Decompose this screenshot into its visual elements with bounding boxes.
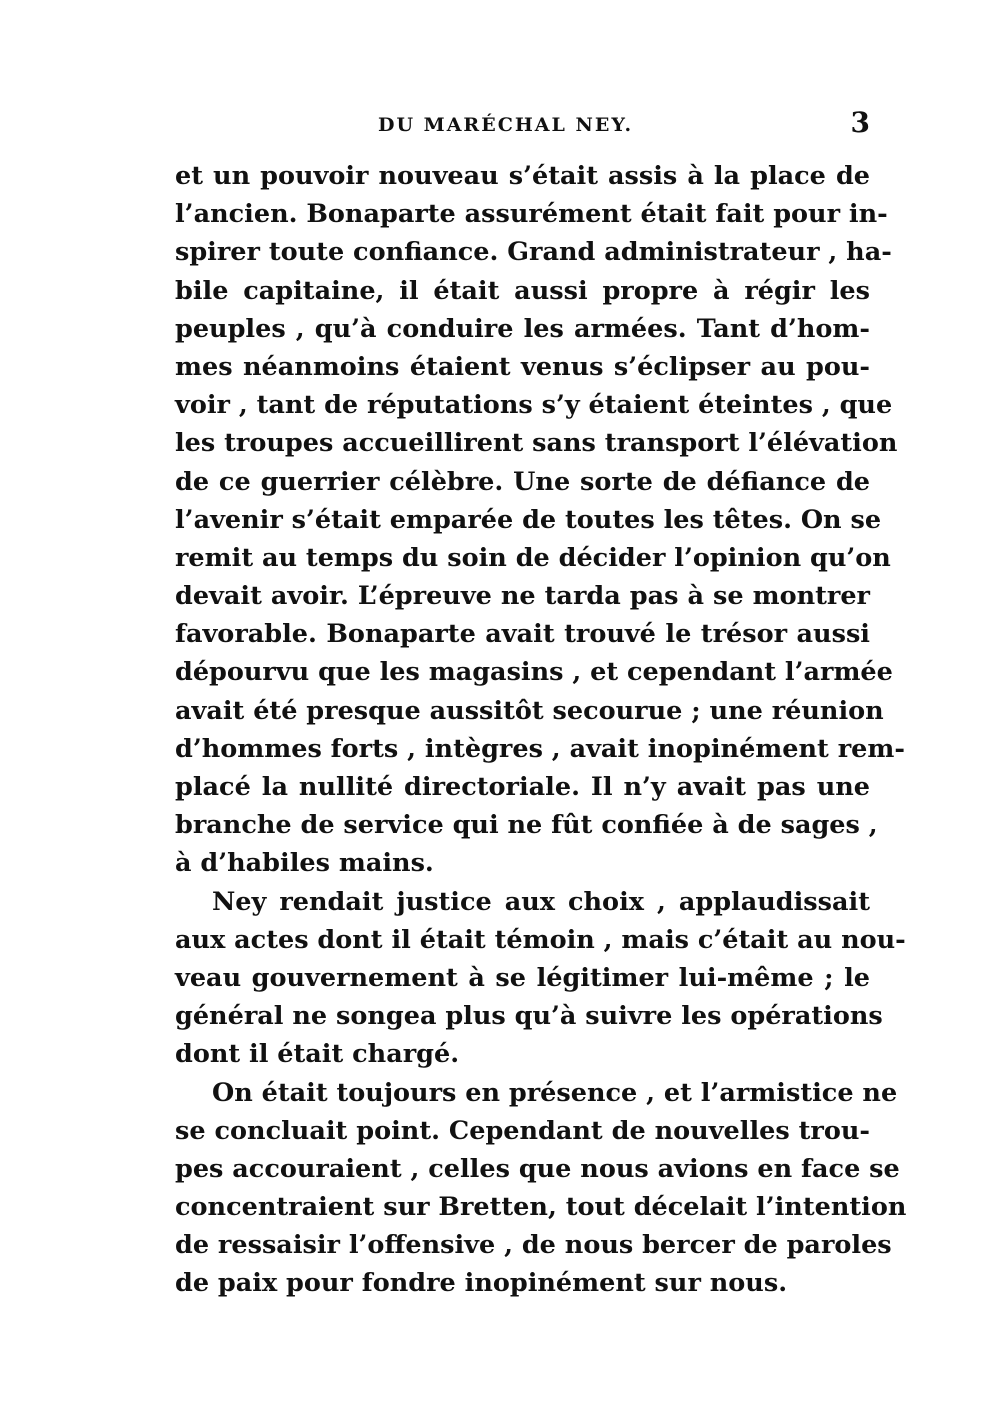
text-line: de paix pour fondre inopinément sur nous. xyxy=(175,1268,788,1299)
text-line: placé la nullité directoriale. Il n’y avait pas une xyxy=(175,772,870,802)
paragraph xyxy=(175,157,905,883)
text-line: mes néanmoins étaient venus s’éclipser au pou- xyxy=(175,351,870,382)
text-line: bile capitaine, il était aussi propre à régir les xyxy=(175,275,870,306)
page-header xyxy=(175,106,870,140)
text-line: l’ancien. Bonaparte assurément était fait pour in- xyxy=(175,199,888,230)
text-line: de ressaisir l’offensive , de nous bercer de paroles xyxy=(175,1230,892,1261)
text-line: aux actes dont il était témoin , mais c’était au nou- xyxy=(175,924,906,955)
text-line: remit au temps du soin de décider l’opinion qu’on xyxy=(175,542,891,573)
text-line: veau gouvernement à se légitimer lui-même ; le xyxy=(175,962,870,993)
text-line: concentraient sur Bretten, tout décelait l’intention xyxy=(175,1192,907,1223)
text-line: peuples , qu’à conduire les armées. Tant d’hom- xyxy=(175,313,870,344)
text-line: de ce guerrier célèbre. Une sorte de défiance de xyxy=(175,466,870,497)
text-line: pes accouraient , celles que nous avions en face se xyxy=(175,1153,900,1184)
page-number: 3 xyxy=(850,106,870,139)
text-line: les troupes accueillirent sans transport l’élévation xyxy=(175,428,898,459)
text-line: se concluait point. Cependant de nouvelles trou- xyxy=(175,1115,870,1146)
text-line: Ney rendait justice aux choix , applaudissait xyxy=(212,886,870,917)
text-line: dont il était chargé. xyxy=(175,1039,460,1070)
text-line: avait été presque aussitôt secourue ; une réunion xyxy=(175,695,884,726)
text-line: On était toujours en présence , et l’armistice ne xyxy=(212,1077,898,1108)
text-line: devait avoir. L’épreuve ne tarda pas à se montrer xyxy=(175,581,870,612)
body-text xyxy=(175,157,907,1303)
text-line: et un pouvoir nouveau s’était assis à la place de xyxy=(175,161,870,191)
text-line: l’avenir s’était emparée de toutes les têtes. On se xyxy=(175,504,882,535)
text-line: voir , tant de réputations s’y étaient éteintes , que xyxy=(175,390,893,421)
text-line: général ne songea plus qu’à suivre les opérations xyxy=(175,1001,883,1032)
text-line: d’hommes forts , intègres , avait inopinément rem- xyxy=(175,733,905,764)
paragraph xyxy=(175,883,906,1074)
text-line: dépourvu que les magasins , et cependant l’armée xyxy=(175,657,893,688)
running-head: DU MARÉCHAL NEY. xyxy=(378,114,634,136)
text-line: spirer toute confiance. Grand administrateur , ha- xyxy=(175,237,892,268)
text-line: branche de service qui ne fût confiée à de sages , xyxy=(175,810,878,841)
text-line: favorable. Bonaparte avait trouvé le trésor aussi xyxy=(175,619,870,650)
text-line: à d’habiles mains. xyxy=(175,848,434,879)
paragraph xyxy=(175,1074,907,1303)
